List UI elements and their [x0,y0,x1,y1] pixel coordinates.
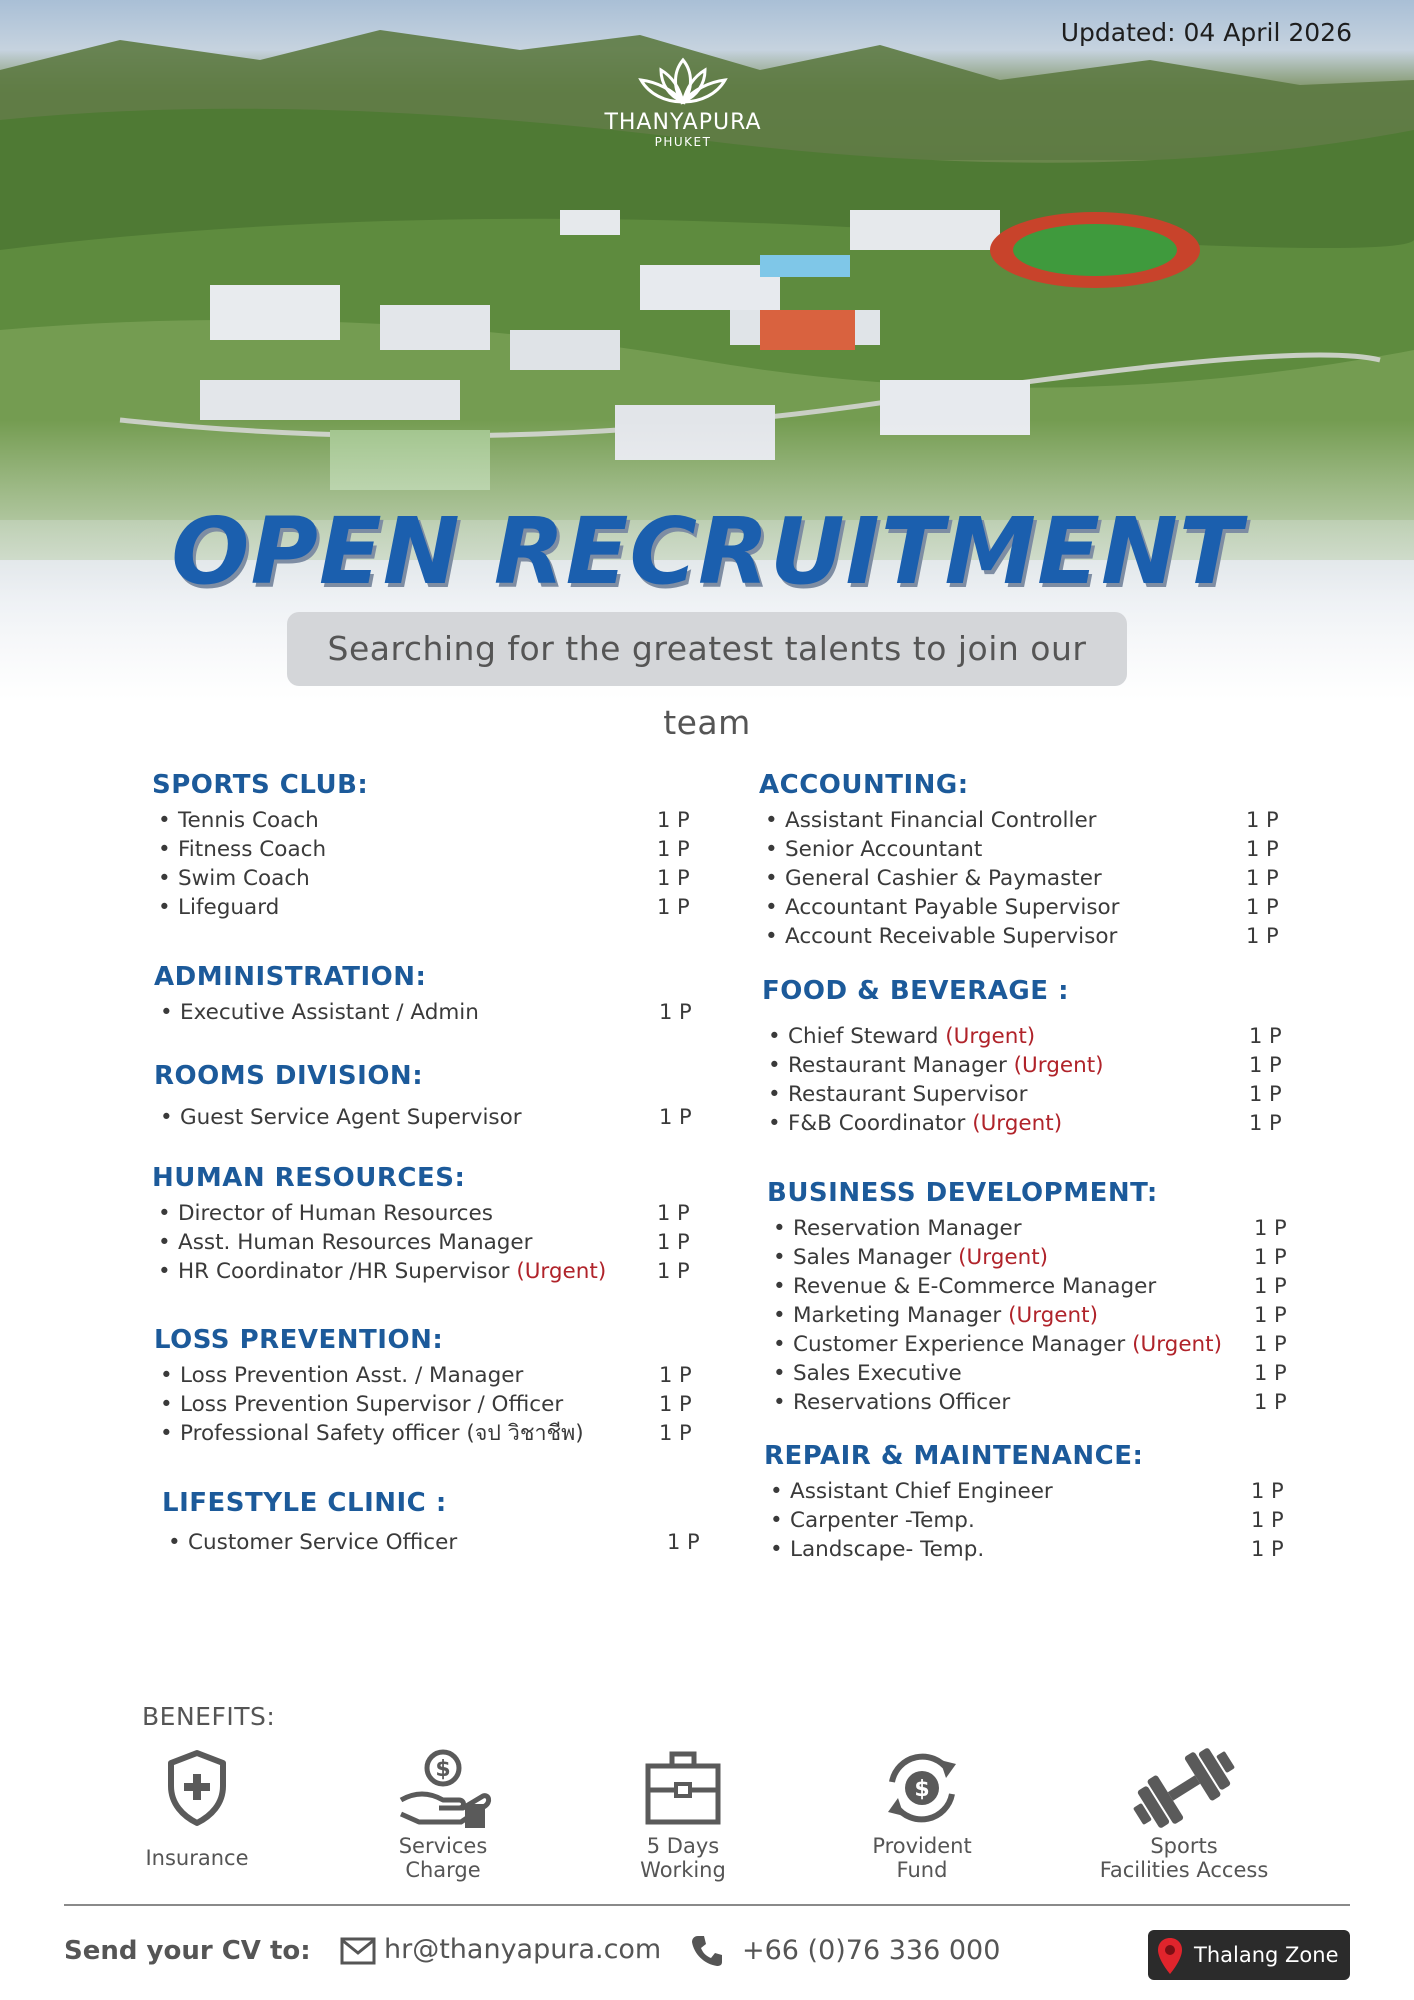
position-count: 1 P [657,866,690,890]
benefit-sports-facilities [1074,1748,1294,1882]
position-count: 1 P [1246,837,1279,861]
briefcase-icon [644,1748,722,1828]
job-title: Accountant Payable Supervisor [785,895,1120,920]
position-count: 1 P [657,1230,690,1254]
position-count: 1 P [1251,1479,1284,1503]
tagline: Searching for the greatest talents to join our team [287,612,1127,686]
section-title: SPORTS CLUB: [152,770,369,800]
job-item [764,1535,1284,1564]
position-count: 1 P [657,895,690,919]
footer-divider [64,1904,1350,1906]
position-count: 1 P [1249,1024,1282,1048]
urgent-tag: (Urgent) [1132,1332,1222,1357]
position-count: 1 P [1249,1082,1282,1106]
section-business-development [767,1178,1287,1417]
job-item [152,1199,690,1228]
job-title: Landscape- Temp. [790,1537,985,1562]
page-title: OPEN RECRUITMENT [171,498,1243,605]
send-cv-label: Send your CV to: [64,1936,311,1966]
benefit-services-charge [333,1748,553,1882]
job-title: Guest Service Agent Supervisor [180,1105,522,1130]
thanyapura-logo [597,56,769,149]
benefit-label: Provident Fund [872,1834,972,1882]
job-title: Carpenter -Temp. [790,1508,975,1533]
position-count: 1 P [1246,924,1279,948]
section-sports-club [152,770,690,922]
job-title: Asst. Human Resources Manager [178,1230,533,1255]
job-title: Customer Experience Manager [793,1332,1126,1357]
urgent-tag: (Urgent) [516,1259,607,1284]
job-title: Loss Prevention Asst. / Manager [180,1363,524,1388]
benefit-label: Insurance [145,1846,249,1870]
job-item [759,806,1279,835]
position-count: 1 P [1254,1361,1287,1385]
section-human-resources [152,1163,690,1286]
position-count: 1 P [1251,1537,1284,1561]
job-title: Assistant Chief Engineer [790,1479,1053,1504]
urgent-tag: (Urgent) [972,1111,1063,1136]
job-title: Swim Coach [178,866,310,891]
job-title: Senior Accountant [785,837,983,862]
job-title: Director of Human Resources [178,1201,493,1226]
job-item [762,1051,1282,1080]
section-title: ADMINISTRATION: [154,962,427,992]
job-item [759,922,1279,951]
section-rooms-division [154,1061,692,1132]
job-title: F&B Coordinator [788,1111,966,1136]
shield-plus-icon [166,1750,228,1826]
benefit-provident-fund [812,1748,1032,1882]
position-count: 1 P [657,1259,690,1283]
location-badge[interactable] [1148,1930,1350,1980]
job-item [162,1528,700,1557]
job-title: HR Coordinator /HR Supervisor [178,1259,510,1284]
job-title: Assistant Financial Controller [785,808,1097,833]
section-title: REPAIR & MAINTENANCE: [764,1441,1144,1471]
position-count: 1 P [1246,866,1279,890]
position-count: 1 P [657,808,690,832]
job-item [759,893,1279,922]
brand-location: PHUKET [654,135,712,149]
envelope-icon [340,1937,376,1965]
section-title: LOSS PREVENTION: [154,1325,444,1355]
job-item [152,806,690,835]
job-title: Sales Executive [793,1361,962,1386]
position-count: 1 P [1249,1053,1282,1077]
job-title: Account Receivable Supervisor [785,924,1118,949]
urgent-tag: (Urgent) [958,1245,1049,1270]
brand-name: THANYAPURA [604,110,762,135]
job-title: Chief Steward [788,1024,939,1049]
job-item [154,1419,692,1448]
position-count: 1 P [667,1530,700,1554]
job-item [759,864,1279,893]
job-item [767,1214,1287,1243]
benefit-5-days-working [573,1748,793,1882]
section-title: ROOMS DIVISION: [154,1061,424,1091]
email-contact[interactable] [340,1934,661,1965]
benefit-label: Sports Facilities Access [1099,1834,1269,1882]
job-item [152,1257,690,1286]
job-item [767,1388,1287,1417]
job-item [767,1301,1287,1330]
hand-coin-icon [395,1748,491,1828]
job-item [152,1228,690,1257]
job-title: General Cashier & Paymaster [785,866,1102,891]
position-count: 1 P [1254,1216,1287,1240]
benefits-title: BENEFITS: [142,1702,276,1731]
phone-number[interactable]: +66 (0)76 336 000 [742,1934,1001,1966]
job-title: Lifeguard [178,895,280,920]
section-administration [154,962,692,1027]
job-item [767,1272,1287,1301]
job-item [764,1477,1284,1506]
position-count: 1 P [1254,1303,1287,1327]
job-title: Professional Safety officer (จป วิชาชีพ) [180,1421,584,1446]
position-count: 1 P [1254,1245,1287,1269]
job-item [767,1243,1287,1272]
position-count: 1 P [1251,1508,1284,1532]
dumbbell-icon [1126,1748,1242,1828]
job-title: Tennis Coach [178,808,319,833]
job-item [767,1330,1287,1359]
section-lifestyle-clinic [162,1488,700,1557]
hero-banner [0,0,1414,742]
job-item [152,893,690,922]
position-count: 1 P [659,1392,692,1416]
position-count: 1 P [657,1201,690,1225]
location-name: Thalang Zone [1194,1943,1339,1967]
job-title: Sales Manager [793,1245,952,1270]
cycle-dollar-icon [874,1748,970,1828]
position-count: 1 P [659,1363,692,1387]
job-item [154,1390,692,1419]
job-title: Revenue & E-Commerce Manager [793,1274,1157,1299]
position-count: 1 P [659,1105,692,1129]
benefit-insurance [87,1750,307,1870]
job-item [764,1506,1284,1535]
job-title: Reservation Manager [793,1216,1022,1241]
job-item [762,1080,1282,1109]
section-title: HUMAN RESOURCES: [152,1163,466,1193]
position-count: 1 P [1249,1111,1282,1135]
map-pin-icon [1156,1936,1184,1976]
position-count: 1 P [659,1421,692,1445]
job-item [762,1022,1282,1051]
section-accounting [759,770,1279,951]
job-title: Reservations Officer [793,1390,1011,1415]
email-address[interactable]: hr@thanyapura.com [384,1934,662,1965]
section-title: LIFESTYLE CLINIC : [162,1488,447,1518]
job-title: Customer Service Officer [188,1530,458,1555]
position-count: 1 P [657,837,690,861]
urgent-tag: (Urgent) [945,1024,1036,1049]
job-title: Fitness Coach [178,837,327,862]
phone-contact[interactable] [690,1934,1000,1968]
job-item [154,998,692,1027]
section-repair-maintenance [764,1441,1284,1564]
position-count: 1 P [1246,895,1279,919]
section-title: BUSINESS DEVELOPMENT: [767,1178,1158,1208]
job-item [767,1359,1287,1388]
job-item [762,1109,1282,1138]
job-title: Loss Prevention Supervisor / Officer [180,1392,564,1417]
updated-date: Updated: 04 April 2026 [1060,18,1352,47]
urgent-tag: (Urgent) [1013,1053,1104,1078]
section-title: FOOD & BEVERAGE : [762,976,1069,1006]
position-count: 1 P [659,1000,692,1024]
position-count: 1 P [1246,808,1279,832]
svg-text:$: $ [435,1757,451,1782]
job-item [152,864,690,893]
urgent-tag: (Urgent) [1008,1303,1098,1328]
job-title: Executive Assistant / Admin [180,1000,479,1025]
job-item [154,1361,692,1390]
job-item [759,835,1279,864]
job-item [152,835,690,864]
position-count: 1 P [1254,1390,1287,1414]
lotus-icon [635,56,731,108]
section-loss-prevention [154,1325,692,1448]
section-title: ACCOUNTING: [759,770,969,800]
position-count: 1 P [1254,1274,1287,1298]
job-title: Marketing Manager [793,1303,1002,1328]
job-item [154,1103,692,1132]
job-title: Restaurant Manager [788,1053,1007,1078]
phone-icon [690,1934,724,1968]
benefit-label: 5 Days Working [640,1834,726,1882]
benefit-label: Services Charge [398,1834,488,1882]
svg-text:$: $ [914,1777,930,1802]
section-food-beverage [762,976,1282,1138]
job-title: Restaurant Supervisor [788,1082,1028,1107]
position-count: 1 P [1254,1332,1287,1356]
